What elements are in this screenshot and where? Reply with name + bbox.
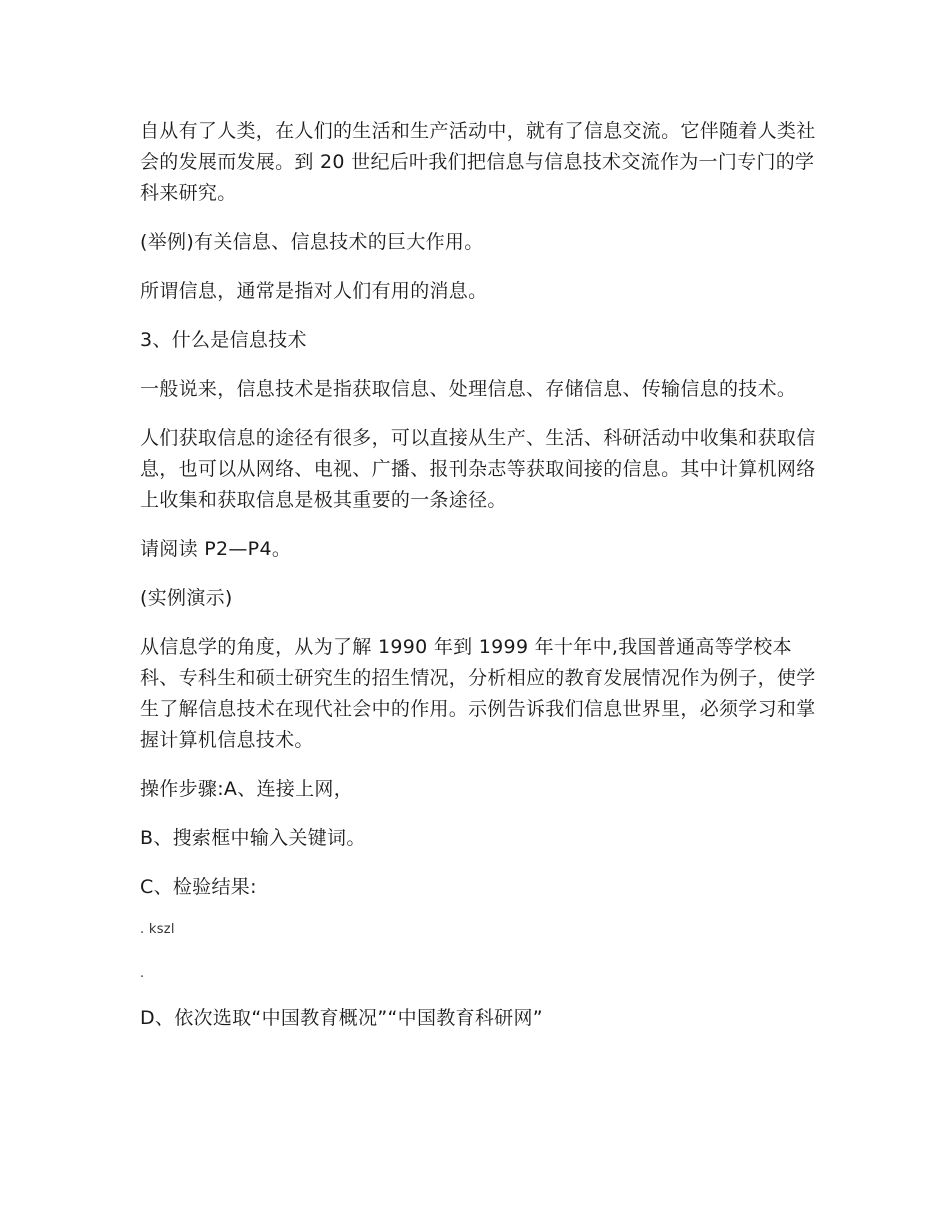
- document-body: [140, 116, 830, 1052]
- paragraph-case: 从信息学的角度，从为了解 1990 年到 1999 年十年中,我国普通高等学校本科、专科生和硕士研究生的招生情况，分析相应的教育发展情况作为例子，使学生了解信息技术在现代社会中的作用。示例告诉我们信息世界里，必须学习和掌握计算机信息技术。: [140, 636, 816, 751]
- section-heading: 3、什么是信息技术: [140, 329, 307, 351]
- paragraph-channels: 人们获取信息的途径有很多，可以直接从生产、生活、科研活动中收集和获取信息，也可以从网络、电视、广播、报刊杂志等获取间接的信息。其中计算机网络上收集和获取信息是极其重要的一条途径。: [140, 427, 816, 511]
- paragraph-reading: 请阅读 P2—P4。: [140, 538, 292, 560]
- paragraph-definition: 所谓信息，通常是指对人们有用的消息。: [140, 280, 488, 302]
- step-c: C、检验结果:: [140, 876, 257, 898]
- paragraph-example: (举例)有关信息、信息技术的巨大作用。: [140, 231, 484, 253]
- step-d: D、依次选取“中国教育概况”“中国教育科研网”: [140, 1007, 543, 1029]
- paragraph-demo: (实例演示): [140, 587, 233, 609]
- small-dot: .: [140, 966, 145, 981]
- paragraph-intro: 自从有了人类，在人们的生活和生产活动中，就有了信息交流。它伴随着人类社会的发展而发展。到 20 世纪后叶我们把信息与信息技术交流作为一门专门的学科来研究。: [140, 120, 816, 204]
- step-a: 操作步骤:A、连接上网，: [140, 778, 353, 800]
- small-note: . kszl: [140, 922, 175, 937]
- step-b: B、搜索框中输入关键词。: [140, 827, 366, 849]
- paragraph-it-definition: 一般说来，信息技术是指获取信息、处理信息、存储信息、传输信息的技术。: [140, 378, 797, 400]
